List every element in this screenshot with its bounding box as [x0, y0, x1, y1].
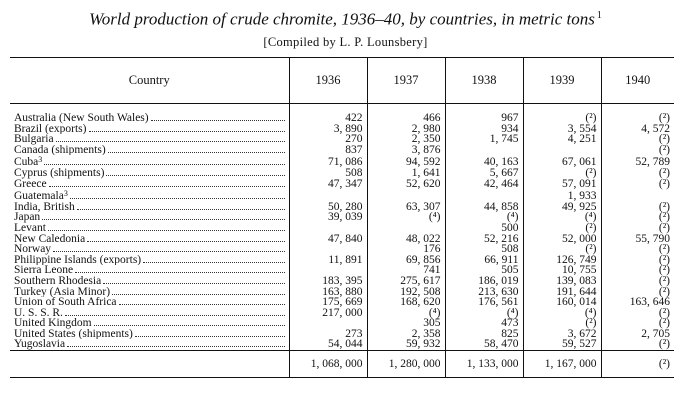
country-cell-content: [14, 297, 287, 308]
country-cell-content: [14, 202, 287, 213]
country-name: [14, 339, 65, 350]
value-cell-1939: 126, 749: [523, 255, 601, 266]
country-name-text: Brazil (exports): [14, 123, 87, 135]
country-cell: [10, 329, 289, 340]
table-row: [10, 145, 674, 156]
country-cell: [10, 234, 289, 245]
value-cell-1936: 422: [289, 104, 367, 124]
value-cell-1938: 40, 163: [445, 155, 523, 168]
dot-leader: [42, 219, 284, 220]
value-cell-1939: 52, 000: [523, 234, 601, 245]
country-name: [14, 308, 63, 319]
value-cell-1939: [523, 145, 601, 156]
dot-leader: [94, 325, 285, 326]
dot-leader: [119, 304, 285, 305]
value-cell-1937: 2, 980: [367, 124, 445, 135]
value-cell-1939: 4, 251: [523, 134, 601, 145]
value-cell-1940: (²): [601, 134, 674, 145]
country-name: [14, 179, 47, 190]
country-cell-content: [14, 134, 287, 145]
value-cell-1940: (²): [601, 276, 674, 287]
value-cell-1937: 1, 641: [367, 168, 445, 179]
value-cell-1937: 192, 508: [367, 287, 445, 298]
table-row: [10, 104, 674, 124]
value-cell-1939: 59, 527: [523, 339, 601, 350]
value-cell-1936: 50, 280: [289, 202, 367, 213]
value-cell-1938: 500: [445, 223, 523, 234]
value-cell-1938: 186, 019: [445, 276, 523, 287]
country-name: [14, 134, 54, 145]
value-cell-1940: [601, 189, 674, 202]
value-cell-1936: [289, 189, 367, 202]
value-cell-1938: 825: [445, 329, 523, 340]
country-cell: [10, 155, 289, 168]
country-name-text: Guatemala: [14, 190, 64, 202]
table-row: [10, 223, 674, 234]
value-cell-1936: 47, 347: [289, 179, 367, 190]
value-cell-1940: (²): [601, 145, 674, 156]
country-cell: [10, 308, 289, 319]
country-name: [14, 189, 68, 202]
country-name-text: Philippine Islands (exports): [14, 254, 142, 266]
value-cell-1939: (²): [523, 318, 601, 329]
value-cell-1938: 42, 464: [445, 179, 523, 190]
dot-leader: [77, 209, 285, 210]
country-name-text: Canada (shipments): [14, 144, 106, 156]
country-name: [14, 276, 101, 287]
country-cell: [10, 318, 289, 329]
value-cell-1937: (⁴): [367, 212, 445, 223]
country-cell-content: [14, 168, 287, 179]
value-cell-1938: 44, 858: [445, 202, 523, 213]
totals-label: [10, 351, 289, 378]
country-name: [14, 318, 92, 329]
country-cell: [10, 124, 289, 135]
value-cell-1938: (⁴): [445, 308, 523, 319]
country-cell: [10, 287, 289, 298]
title-footnote-marker: 1: [596, 10, 602, 21]
value-cell-1937: 3, 876: [367, 145, 445, 156]
value-cell-1938: 505: [445, 265, 523, 276]
country-name-text: United States (shipments): [14, 328, 133, 340]
value-cell-1938: 934: [445, 124, 523, 135]
table-body: [10, 104, 674, 351]
value-cell-1936: 71, 086: [289, 155, 367, 168]
country-cell-content: [14, 318, 287, 329]
value-cell-1936: 54, 044: [289, 339, 367, 350]
country-cell-content: [14, 265, 287, 276]
table-row: [10, 168, 674, 179]
value-cell-1940: 52, 789: [601, 155, 674, 168]
dot-leader: [106, 175, 284, 176]
value-cell-1940: (²): [601, 104, 674, 124]
value-cell-1938: (⁴): [445, 212, 523, 223]
header-country: Country: [10, 58, 289, 104]
value-cell-1940: (²): [601, 202, 674, 213]
value-cell-1936: 217, 000: [289, 308, 367, 319]
header-1939: 1939: [523, 58, 601, 104]
country-cell-content: [14, 155, 287, 168]
country-name-text: Yugoslavia: [14, 339, 66, 351]
country-cell: [10, 297, 289, 308]
value-cell-1938: [445, 189, 523, 202]
country-name-text: Australia (New South Wales): [14, 112, 149, 124]
value-cell-1937: 94, 592: [367, 155, 445, 168]
dot-leader: [44, 164, 284, 165]
header-1940: 1940: [601, 58, 674, 104]
country-cell-content: [14, 223, 287, 234]
value-cell-1938: 52, 216: [445, 234, 523, 245]
chromite-production-table: [10, 57, 674, 378]
value-cell-1937: 275, 617: [367, 276, 445, 287]
table-row: [10, 308, 674, 319]
value-cell-1939: 3, 672: [523, 329, 601, 340]
table-title-text: World production of crude chromite, 1936–40, by countries, in metric tons: [89, 9, 595, 29]
value-cell-1937: 176: [367, 244, 445, 255]
country-cell-content: [14, 145, 287, 156]
country-name-text: United Kingdom: [14, 318, 92, 329]
header-1937: 1937: [367, 58, 445, 104]
country-name: [14, 287, 110, 298]
country-cell-content: [14, 329, 287, 340]
country-name-text: Japan: [14, 212, 41, 223]
value-cell-1939: 57, 091: [523, 179, 601, 190]
table-row: [10, 339, 674, 350]
value-cell-1939: 10, 755: [523, 265, 601, 276]
value-cell-1939: 191, 644: [523, 287, 601, 298]
value-cell-1940: 55, 790: [601, 234, 674, 245]
totals-row: [10, 351, 674, 378]
value-cell-1939: (⁴): [523, 308, 601, 319]
value-cell-1938: 58, 470: [445, 339, 523, 350]
value-cell-1939: (²): [523, 244, 601, 255]
country-cell-content: [14, 179, 287, 190]
country-cell: [10, 244, 289, 255]
table-subtitle: [Compiled by L. P. Lounsbery]: [263, 35, 428, 49]
value-cell-1939: 67, 061: [523, 155, 601, 168]
country-name-text: Bulgaria: [14, 134, 54, 145]
table-title: [0, 6, 691, 30]
country-cell-content: [14, 287, 287, 298]
country-name-text: U. S. S. R.: [14, 307, 63, 319]
value-cell-1940: (²): [601, 287, 674, 298]
country-name-text: Cyprus (shipments): [14, 167, 105, 179]
table-row: [10, 212, 674, 223]
dot-leader: [65, 315, 285, 316]
value-cell-1940: 163, 646: [601, 297, 674, 308]
header-1938: 1938: [445, 58, 523, 104]
value-cell-1938: 176, 561: [445, 297, 523, 308]
value-cell-1939: (²): [523, 223, 601, 234]
dot-leader: [48, 230, 285, 231]
dot-leader: [49, 186, 285, 187]
value-cell-1936: 47, 840: [289, 234, 367, 245]
value-cell-1937: 52, 620: [367, 179, 445, 190]
value-cell-1937: [367, 223, 445, 234]
country-cell-content: [14, 276, 287, 287]
value-cell-1936: 270: [289, 134, 367, 145]
header-1936: 1936: [289, 58, 367, 104]
value-cell-1940: (²): [601, 223, 674, 234]
dot-leader: [53, 251, 284, 252]
country-name-text: New Caledonia: [14, 233, 86, 245]
value-cell-1940: (²): [601, 168, 674, 179]
country-name-text: Norway: [14, 244, 52, 255]
country-cell: [10, 202, 289, 213]
country-name: [14, 255, 141, 266]
value-cell-1938: 66, 911: [445, 255, 523, 266]
country-cell: [10, 255, 289, 266]
value-cell-1936: 837: [289, 145, 367, 156]
value-cell-1940: 2, 705: [601, 329, 674, 340]
country-footnote-marker: 3: [38, 155, 43, 165]
country-cell-content: [14, 113, 287, 124]
country-name: [14, 223, 46, 234]
country-name: [14, 202, 75, 213]
dot-leader: [67, 346, 284, 347]
country-cell: [10, 134, 289, 145]
country-name: [14, 297, 117, 308]
table-row: [10, 189, 674, 202]
country-cell-content: [14, 244, 287, 255]
country-name-text: Southern Rhodesia: [14, 275, 102, 287]
value-cell-1940: 4, 572: [601, 124, 674, 135]
country-cell: [10, 223, 289, 234]
dot-leader: [151, 120, 285, 121]
value-cell-1937: 741: [367, 265, 445, 276]
header-row: [10, 58, 674, 104]
country-cell-content: [14, 212, 287, 223]
value-cell-1940: (²): [601, 318, 674, 329]
country-name: [14, 145, 106, 156]
value-cell-1937: 168, 620: [367, 297, 445, 308]
country-name: [14, 265, 73, 276]
country-cell: [10, 265, 289, 276]
country-name: [14, 244, 51, 255]
country-cell: [10, 339, 289, 350]
value-cell-1937: [367, 189, 445, 202]
value-cell-1936: 273: [289, 329, 367, 340]
country-name-text: Turkey (Asia Minor): [14, 286, 111, 298]
value-cell-1936: 175, 669: [289, 297, 367, 308]
total-1940: (²): [601, 351, 674, 378]
country-footnote-marker: 3: [63, 189, 68, 199]
value-cell-1938: 5, 667: [445, 168, 523, 179]
value-cell-1937: 48, 022: [367, 234, 445, 245]
value-cell-1939: 3, 554: [523, 124, 601, 135]
country-cell: [10, 276, 289, 287]
value-cell-1938: 213, 630: [445, 287, 523, 298]
table-row: [10, 234, 674, 245]
country-name: [14, 212, 40, 223]
value-cell-1938: 473: [445, 318, 523, 329]
country-name-text: Cuba: [14, 156, 39, 168]
value-cell-1940: (²): [601, 265, 674, 276]
value-cell-1936: 11, 891: [289, 255, 367, 266]
table-row: [10, 155, 674, 168]
value-cell-1937: 69, 856: [367, 255, 445, 266]
country-cell: [10, 179, 289, 190]
country-cell: [10, 104, 289, 124]
value-cell-1936: 39, 039: [289, 212, 367, 223]
country-cell: [10, 189, 289, 202]
country-cell-content: [14, 124, 287, 135]
country-cell-content: [14, 234, 287, 245]
value-cell-1938: 967: [445, 104, 523, 124]
value-cell-1937: 466: [367, 104, 445, 124]
table-row: [10, 134, 674, 145]
value-cell-1939: (²): [523, 168, 601, 179]
value-cell-1936: [289, 223, 367, 234]
country-name-text: Levant: [14, 222, 46, 234]
country-name-text: Sierra Leone: [14, 265, 74, 276]
value-cell-1940: (²): [601, 244, 674, 255]
total-1937: 1, 280, 000: [367, 351, 445, 378]
country-name: [14, 124, 87, 135]
value-cell-1936: 3, 890: [289, 124, 367, 135]
dot-leader: [89, 131, 285, 132]
value-cell-1940: (²): [601, 339, 674, 350]
value-cell-1939: (²): [523, 104, 601, 124]
dot-leader: [56, 141, 285, 142]
country-cell: [10, 212, 289, 223]
value-cell-1938: 1, 745: [445, 134, 523, 145]
country-cell-content: [14, 308, 287, 319]
value-cell-1938: 508: [445, 244, 523, 255]
value-cell-1937: 2, 358: [367, 329, 445, 340]
value-cell-1939: 1, 933: [523, 189, 601, 202]
country-cell-content: [14, 255, 287, 266]
value-cell-1940: (²): [601, 255, 674, 266]
table-row: [10, 179, 674, 190]
total-1936: 1, 068, 000: [289, 351, 367, 378]
value-cell-1939: 49, 925: [523, 202, 601, 213]
country-cell-content: [14, 189, 287, 202]
table-row: [10, 276, 674, 287]
value-cell-1939: (⁴): [523, 212, 601, 223]
value-cell-1939: 139, 083: [523, 276, 601, 287]
country-name: [14, 234, 85, 245]
value-cell-1936: 508: [289, 168, 367, 179]
dot-leader: [75, 272, 284, 273]
country-name: [14, 155, 42, 168]
value-cell-1937: (⁴): [367, 308, 445, 319]
value-cell-1940: (²): [601, 308, 674, 319]
country-name-text: India, British: [14, 201, 75, 213]
value-cell-1939: 160, 014: [523, 297, 601, 308]
dot-leader: [103, 283, 284, 284]
total-1938: 1, 133, 000: [445, 351, 523, 378]
value-cell-1938: [445, 145, 523, 156]
dot-leader: [112, 294, 284, 295]
value-cell-1936: 163, 880: [289, 287, 367, 298]
value-cell-1937: 2, 350: [367, 134, 445, 145]
dot-leader: [143, 262, 284, 263]
dot-leader: [108, 152, 285, 153]
dot-leader: [70, 198, 285, 199]
value-cell-1936: 183, 395: [289, 276, 367, 287]
value-cell-1937: 59, 932: [367, 339, 445, 350]
country-name-text: Union of South Africa: [14, 297, 117, 308]
country-name-text: Greece: [14, 178, 47, 190]
dot-leader: [135, 336, 285, 337]
country-cell: [10, 145, 289, 156]
value-cell-1940: (²): [601, 179, 674, 190]
country-name: [14, 329, 133, 340]
country-name: [14, 168, 104, 179]
country-name: [14, 113, 149, 124]
country-cell-content: [14, 339, 287, 350]
value-cell-1937: 305: [367, 318, 445, 329]
country-cell: [10, 168, 289, 179]
total-1939: 1, 167, 000: [523, 351, 601, 378]
value-cell-1937: 63, 307: [367, 202, 445, 213]
dot-leader: [87, 241, 284, 242]
value-cell-1940: (²): [601, 212, 674, 223]
